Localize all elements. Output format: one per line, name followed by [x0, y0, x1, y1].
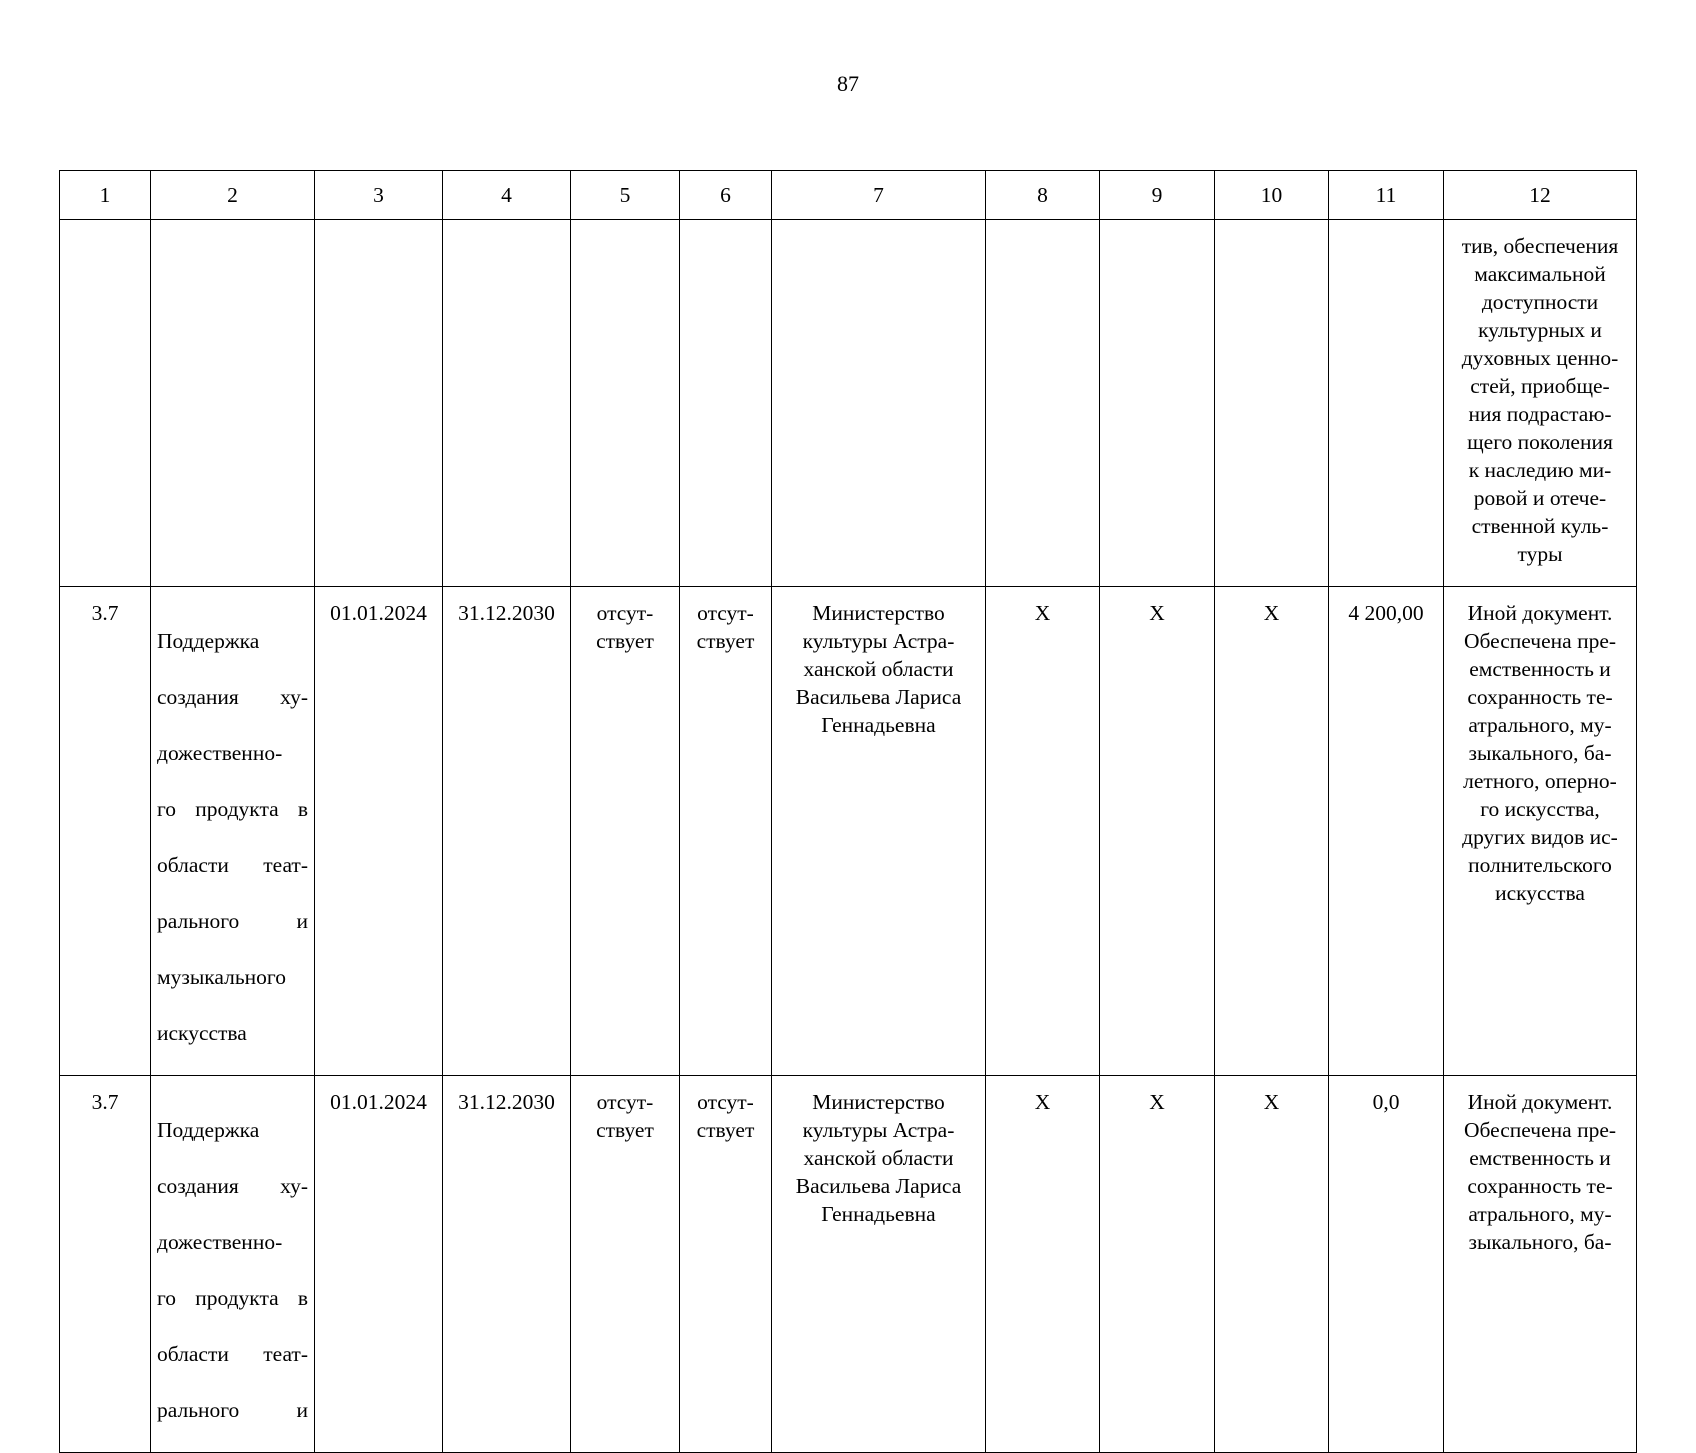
item-number-cell: 3.7 — [60, 587, 151, 1076]
column-6-cell: отсут- ствует — [680, 1076, 772, 1453]
column-6-cell: отсут- ствует — [680, 587, 772, 1076]
table-row — [60, 587, 1637, 1076]
empty-cell — [315, 220, 443, 587]
responsible-cell: Министерство культуры Астра- ханской области Васильева Лариса Геннадьевна — [772, 1076, 986, 1453]
empty-cell — [443, 220, 571, 587]
column-5-cell: отсут- ствует — [571, 1076, 680, 1453]
activity-name-line: музыкального — [157, 965, 286, 989]
activity-name-line: рального и — [157, 1398, 308, 1422]
result-cell: тив, обеспечения максимальной доступности культурных и духовных ценно- стей, приобще- ния подрастаю- щего поколения к наследию ми- ровой и отече- ственной куль- туры — [1444, 220, 1637, 587]
activity-name-line: создания ху- — [157, 685, 308, 709]
column-10-cell: X — [1215, 1076, 1329, 1453]
activity-name-line: области теат- — [157, 1342, 308, 1366]
start-date-cell: 01.01.2024 — [315, 1076, 443, 1453]
activity-name-line: рального и — [157, 909, 308, 933]
activity-name-line: Поддержка — [157, 629, 260, 653]
column-5-cell: отсут- ствует — [571, 587, 680, 1076]
responsible-cell: Министерство культуры Астра- ханской области Васильева Лариса Геннадьевна — [772, 587, 986, 1076]
header-cell: 3 — [315, 171, 443, 220]
header-cell: 11 — [1329, 171, 1444, 220]
table-row-continuation — [60, 220, 1637, 587]
activity-name-line: Поддержка — [157, 1118, 260, 1142]
empty-cell — [680, 220, 772, 587]
item-number-cell: 3.7 — [60, 1076, 151, 1453]
header-cell: 2 — [151, 171, 315, 220]
result-cell: Иной документ. Обеспечена пре- емственность и сохранность те- атрального, му- зыкального, ба- летного, оперно- го искусства, других видов ис- полнительского искусства — [1444, 587, 1637, 1076]
activity-name-line: дожественно- — [157, 741, 283, 765]
header-cell: 10 — [1215, 171, 1329, 220]
empty-cell — [1100, 220, 1215, 587]
activity-name-cell — [151, 587, 315, 1076]
empty-cell — [1215, 220, 1329, 587]
header-cell: 1 — [60, 171, 151, 220]
empty-cell — [60, 220, 151, 587]
amount-cell: 0,0 — [1329, 1076, 1444, 1453]
empty-cell — [772, 220, 986, 587]
activity-name-line: го продукта в — [157, 1286, 308, 1310]
column-9-cell: X — [1100, 587, 1215, 1076]
start-date-cell: 01.01.2024 — [315, 587, 443, 1076]
header-cell: 12 — [1444, 171, 1637, 220]
document-table — [59, 170, 1637, 1453]
column-10-cell: X — [1215, 587, 1329, 1076]
activity-name-line: создания ху- — [157, 1174, 308, 1198]
column-8-cell: X — [986, 1076, 1100, 1453]
empty-cell — [1329, 220, 1444, 587]
header-cell: 9 — [1100, 171, 1215, 220]
end-date-cell: 31.12.2030 — [443, 587, 571, 1076]
column-9-cell: X — [1100, 1076, 1215, 1453]
header-cell: 5 — [571, 171, 680, 220]
empty-cell — [151, 220, 315, 587]
activity-name-cell — [151, 1076, 315, 1453]
header-cell: 4 — [443, 171, 571, 220]
empty-cell — [986, 220, 1100, 587]
header-cell: 7 — [772, 171, 986, 220]
column-8-cell: X — [986, 587, 1100, 1076]
activity-name-line: искусства — [157, 1021, 247, 1045]
end-date-cell: 31.12.2030 — [443, 1076, 571, 1453]
result-cell: Иной документ. Обеспечена пре- емственность и сохранность те- атрального, му- зыкального, ба- — [1444, 1076, 1637, 1453]
header-cell: 6 — [680, 171, 772, 220]
header-cell: 8 — [986, 171, 1100, 220]
activity-name-line: го продукта в — [157, 797, 308, 821]
empty-cell — [571, 220, 680, 587]
table-header-row — [60, 171, 1637, 220]
table-row — [60, 1076, 1637, 1453]
page-number: 87 — [837, 71, 859, 96]
activity-name-line: дожественно- — [157, 1230, 283, 1254]
amount-cell: 4 200,00 — [1329, 587, 1444, 1076]
activity-name-line: области теат- — [157, 853, 308, 877]
